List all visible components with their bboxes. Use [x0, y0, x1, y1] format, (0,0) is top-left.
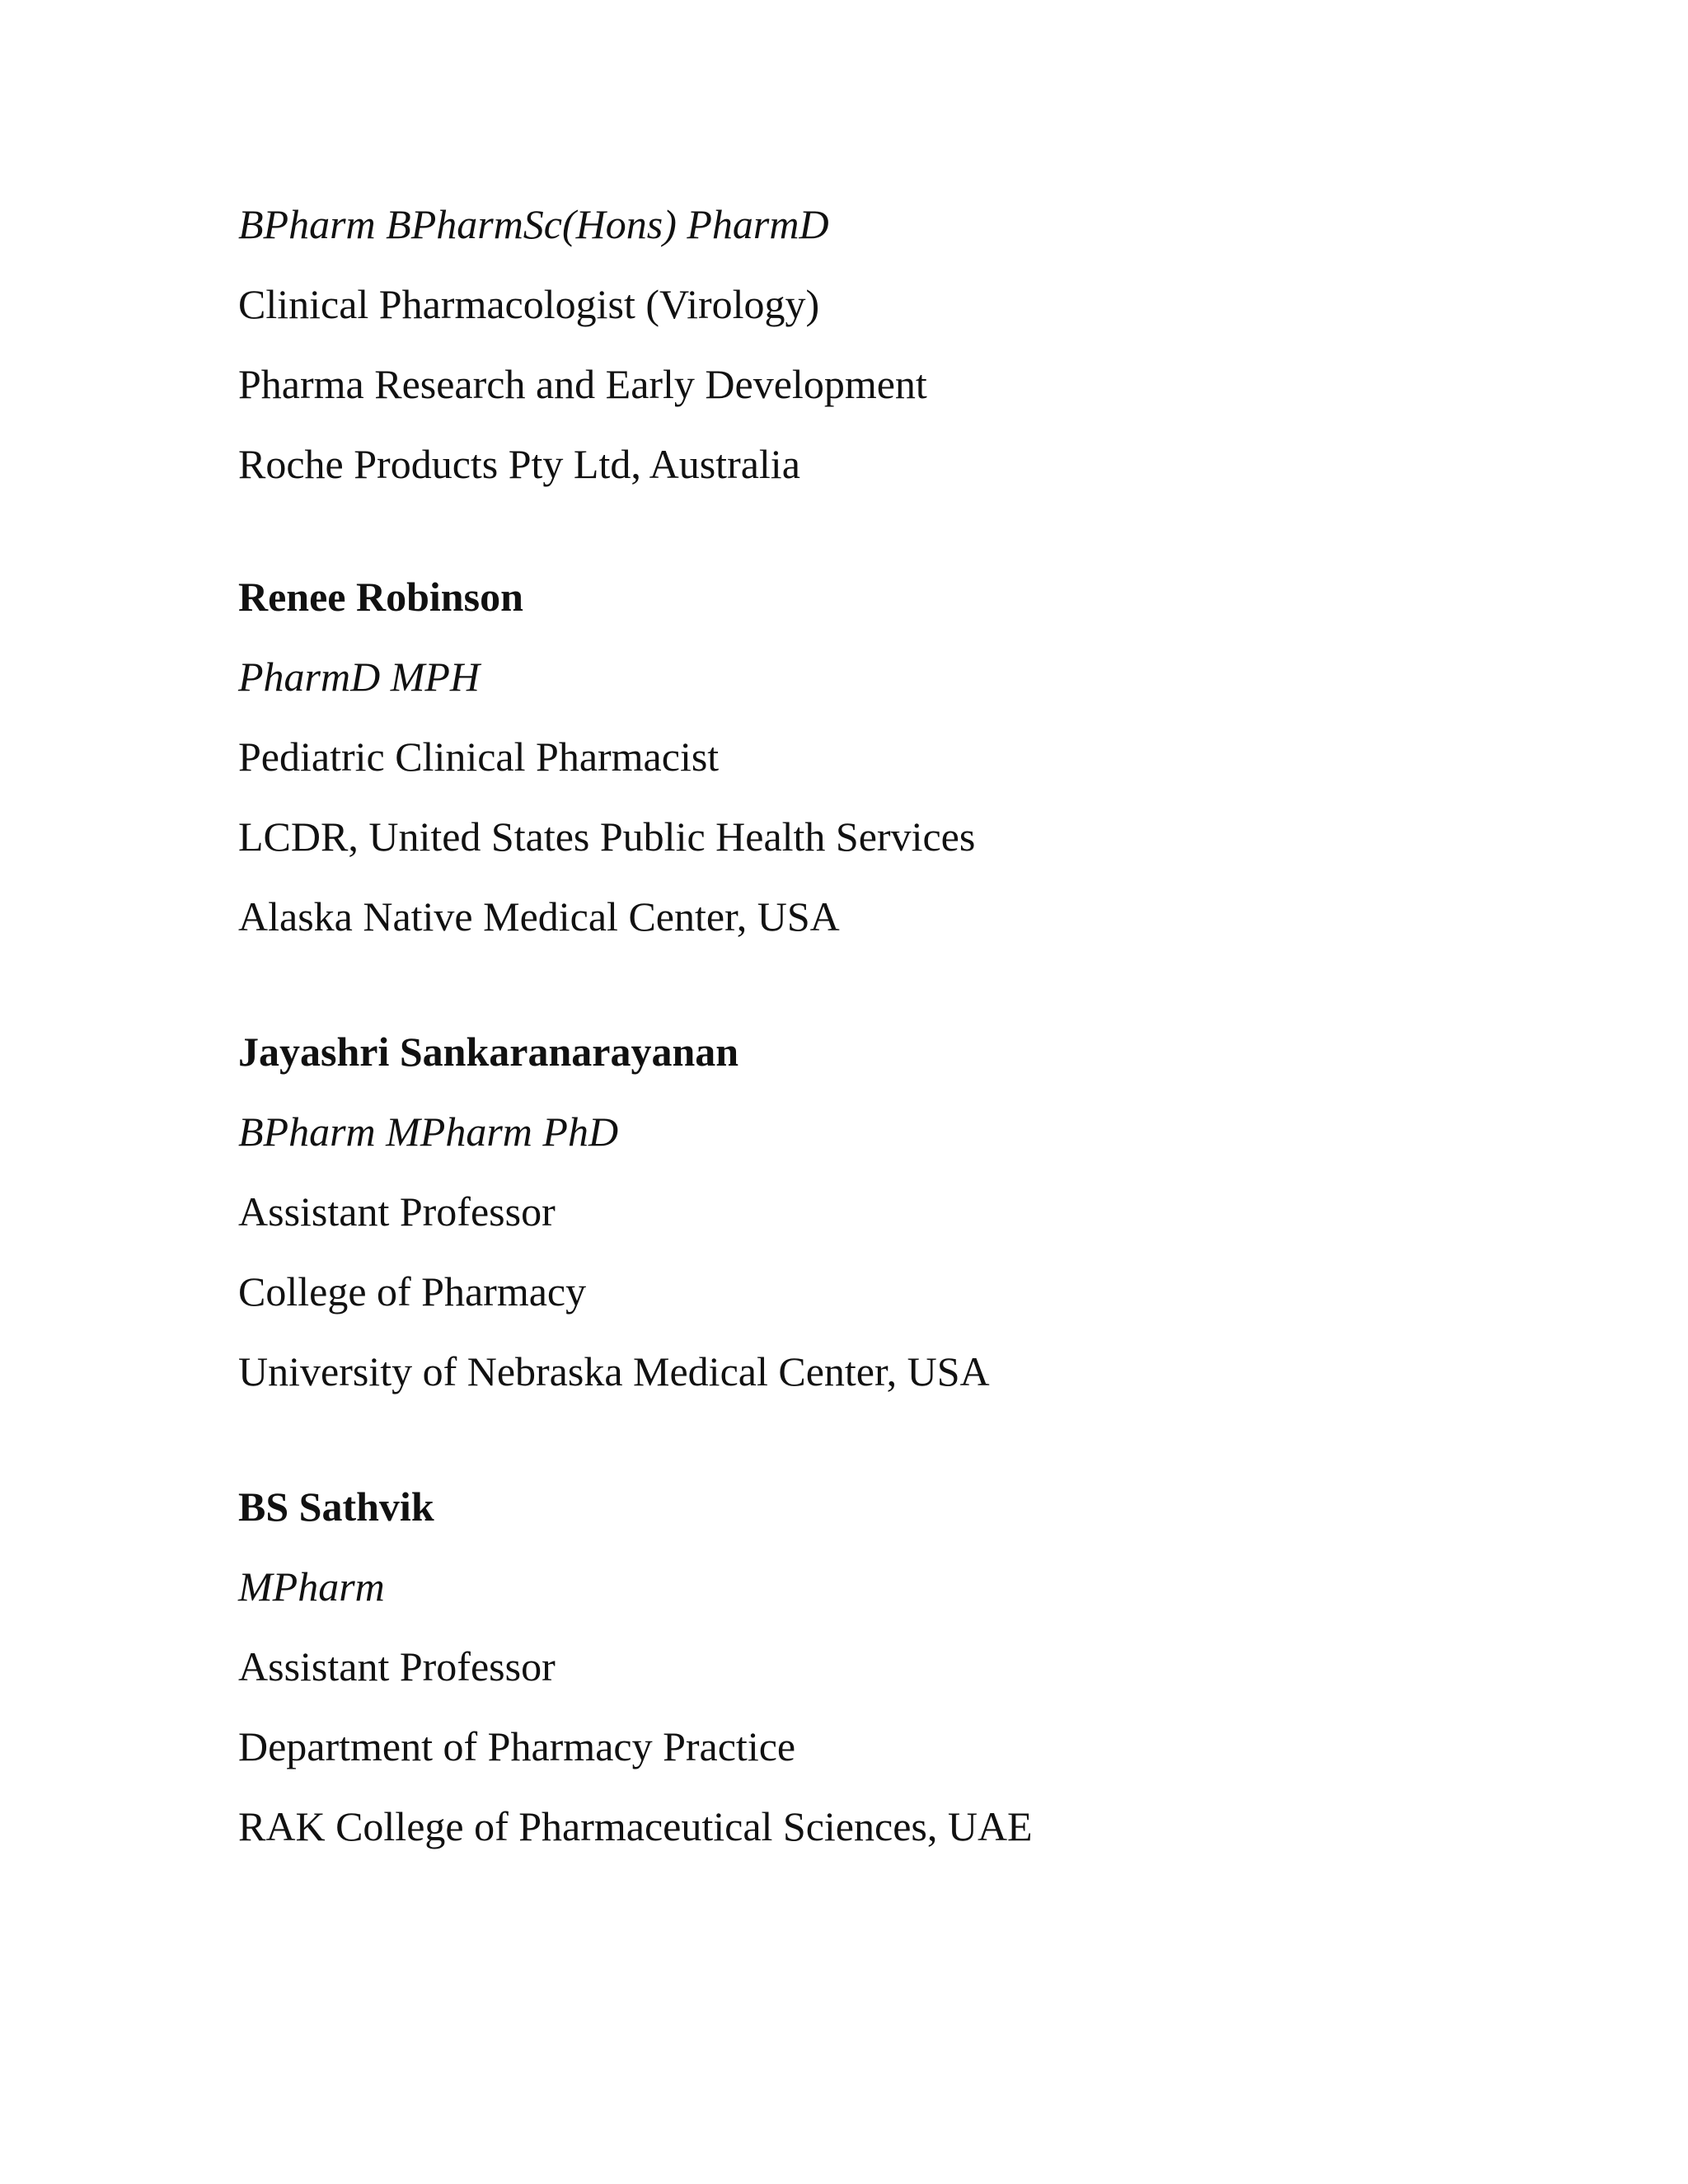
- contributor-institution: Roche Products Pty Ltd, Australia: [238, 441, 800, 487]
- contributor-department: Department of Pharmacy Practice: [238, 1723, 796, 1769]
- contributor-title: Clinical Pharmacologist (Virology): [238, 281, 820, 327]
- contributor-title: Pediatric Clinical Pharmacist: [238, 733, 720, 780]
- contributor-credentials: PharmD MPH: [238, 654, 481, 700]
- contributor-credentials: BPharm BPharmSc(Hons) PharmD: [238, 201, 829, 247]
- contributor-name: BS Sathvik: [238, 1483, 434, 1530]
- contributor-name: Renee Robinson: [238, 574, 523, 620]
- contributor-department: Pharma Research and Early Development: [238, 361, 927, 407]
- contributor-institution: University of Nebraska Medical Center, USA: [238, 1348, 990, 1394]
- contributor-entry: [238, 185, 1475, 504]
- contributor-entry: [238, 1467, 1475, 1867]
- contributor-credentials: BPharm MPharm PhD: [238, 1108, 619, 1155]
- contributor-entry: [238, 557, 1475, 957]
- contributor-name: Jayashri Sankaranarayanan: [238, 1029, 739, 1075]
- contributor-title: Assistant Professor: [238, 1643, 556, 1690]
- contributor-institution: Alaska Native Medical Center, USA: [238, 893, 840, 940]
- contributor-department: College of Pharmacy: [238, 1268, 587, 1315]
- contributor-credentials: MPharm: [238, 1563, 385, 1610]
- contributor-department: LCDR, United States Public Health Services: [238, 813, 976, 860]
- contributor-institution: RAK College of Pharmaceutical Sciences, UAE: [238, 1803, 1033, 1849]
- contributor-entry: [238, 1012, 1475, 1412]
- contributor-title: Assistant Professor: [238, 1188, 556, 1235]
